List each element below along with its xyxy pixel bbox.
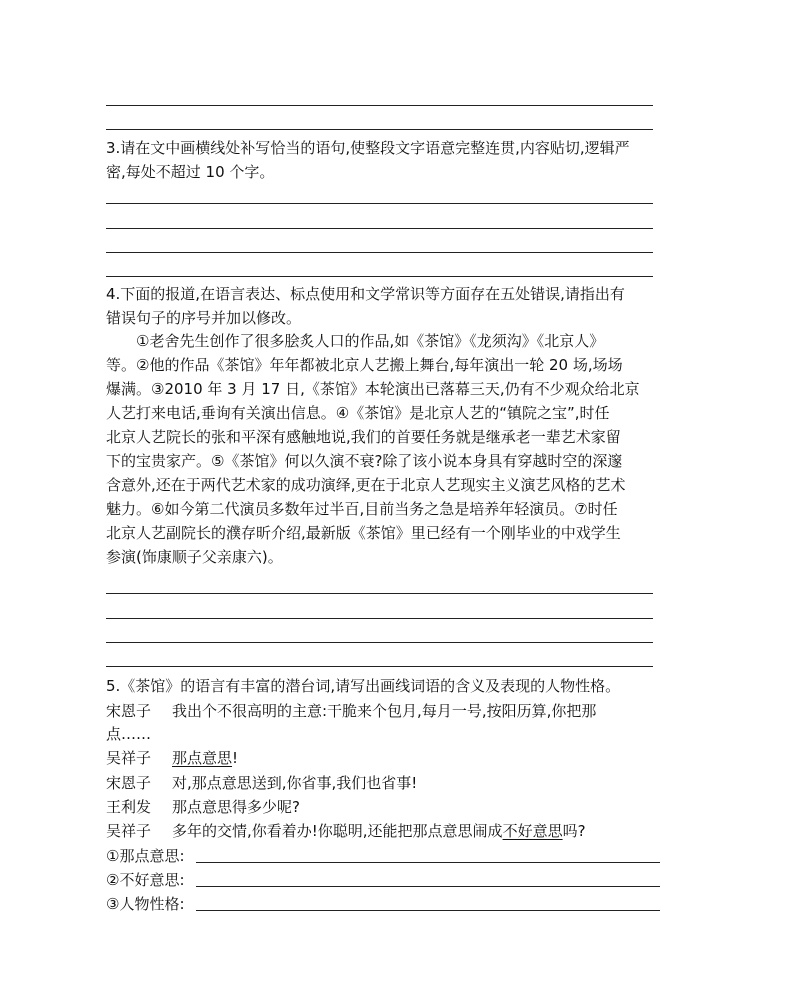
q4-intro-line-2: 错误句子的序号并加以修改。 <box>106 309 302 327</box>
answer-line[interactable] <box>196 910 660 911</box>
q4-intro-line-1: 4.下面的报道,在语言表达、标点使用和文学常识等方面存在五处错误,请指出有 <box>106 285 625 303</box>
answer-line <box>106 203 653 204</box>
speaker-name: 吴祥子 <box>106 822 152 840</box>
answer-label-2: ②不好意思: <box>106 871 185 889</box>
answer-line[interactable] <box>196 862 660 863</box>
q3-text-line-1: 3.请在文中画横线处补写恰当的语句,使整段文字语意完整连贯,内容贴切,逻辑严 <box>106 139 630 157</box>
passage-line: 爆满。③2010 年 3 月 17 日,《茶馆》本轮演出已落幕三天,仍有不少观众给北京 <box>106 380 640 398</box>
passage-line: 魅力。⑥如今第二代演员多数年过半百,目前当务之急是培养年轻演员。⑦时任 <box>106 500 618 518</box>
answer-line <box>106 105 653 106</box>
answer-label-3: ③人物性格: <box>106 895 185 913</box>
passage-line: 等。②他的作品《茶馆》年年都被北京人艺搬上舞台,每年演出一轮 20 场,场场 <box>106 356 623 374</box>
q5-intro: 5.《茶馆》的语言有丰富的潜台词,请写出画线词语的含义及表现的人物性格。 <box>106 677 621 695</box>
dialogue-text: 多年的交情,你看着办!你聪明,还能把那点意思闹成 <box>172 822 503 840</box>
speaker-name: 吴祥子 <box>106 749 152 767</box>
dialogue-line <box>106 798 300 817</box>
answer-line <box>106 252 653 253</box>
dialogue-line <box>106 774 417 793</box>
answer-line[interactable] <box>196 886 660 887</box>
underlined-phrase: 那点意思 <box>172 749 233 767</box>
answer-line <box>106 666 653 667</box>
speaker-name: 王利发 <box>106 798 152 816</box>
answer-line <box>106 129 653 130</box>
answer-line <box>106 618 653 619</box>
passage-line: 北京人艺副院长的濮存昕介绍,最新版《茶馆》里已经有一个刚毕业的中戏学生 <box>106 524 621 542</box>
answer-line <box>106 228 653 229</box>
speaker-name: 宋恩子 <box>106 774 152 792</box>
dialogue-line <box>106 749 238 768</box>
answer-line <box>106 276 653 277</box>
dialogue-line <box>106 822 586 841</box>
passage-line: 人艺打来电话,垂询有关演出信息。④《茶馆》是北京人艺的“镇院之宝”,时任 <box>106 404 610 422</box>
speaker-name: 宋恩子 <box>106 702 152 720</box>
dialogue-text: ! <box>232 749 239 767</box>
dialogue-text: 我出个不很高明的主意:干脆来个包月,每月一号,按阳历算,你把那 <box>172 702 597 720</box>
passage-line: 北京人艺院长的张和平深有感触地说,我们的首要任务就是继承老一辈艺术家留 <box>106 428 621 446</box>
passage-line: 含意外,还在于两代艺术家的成功演绎,更在于北京人艺现实主义演艺风格的艺术 <box>106 476 626 494</box>
answer-label-1: ①那点意思: <box>106 847 185 865</box>
answer-line <box>106 593 653 594</box>
q4-passage <box>106 329 640 569</box>
dialogue-line <box>106 702 596 721</box>
passage-line: 下的宝贵家产。⑤《茶馆》何以久演不衰?除了该小说本身具有穿越时空的深邃 <box>106 452 623 470</box>
passage-line: ①老舍先生创作了很多脍炙人口的作品,如《茶馆》《龙须沟》《北京人》 <box>106 332 605 350</box>
q3-text-line-2: 密,每处不超过 10 个字。 <box>106 163 275 181</box>
dialogue-text: 吗? <box>562 822 586 840</box>
answer-line <box>106 642 653 643</box>
dialogue-text: 那点意思得多少呢? <box>172 798 300 816</box>
passage-line: 参演(饰康顺子父亲康六)。 <box>106 548 283 566</box>
dialogue-text: 对,那点意思送到,你省事,我们也省事! <box>172 774 418 792</box>
dialogue-continuation: 点…… <box>106 725 152 743</box>
underlined-phrase: 不好意思 <box>502 822 563 840</box>
